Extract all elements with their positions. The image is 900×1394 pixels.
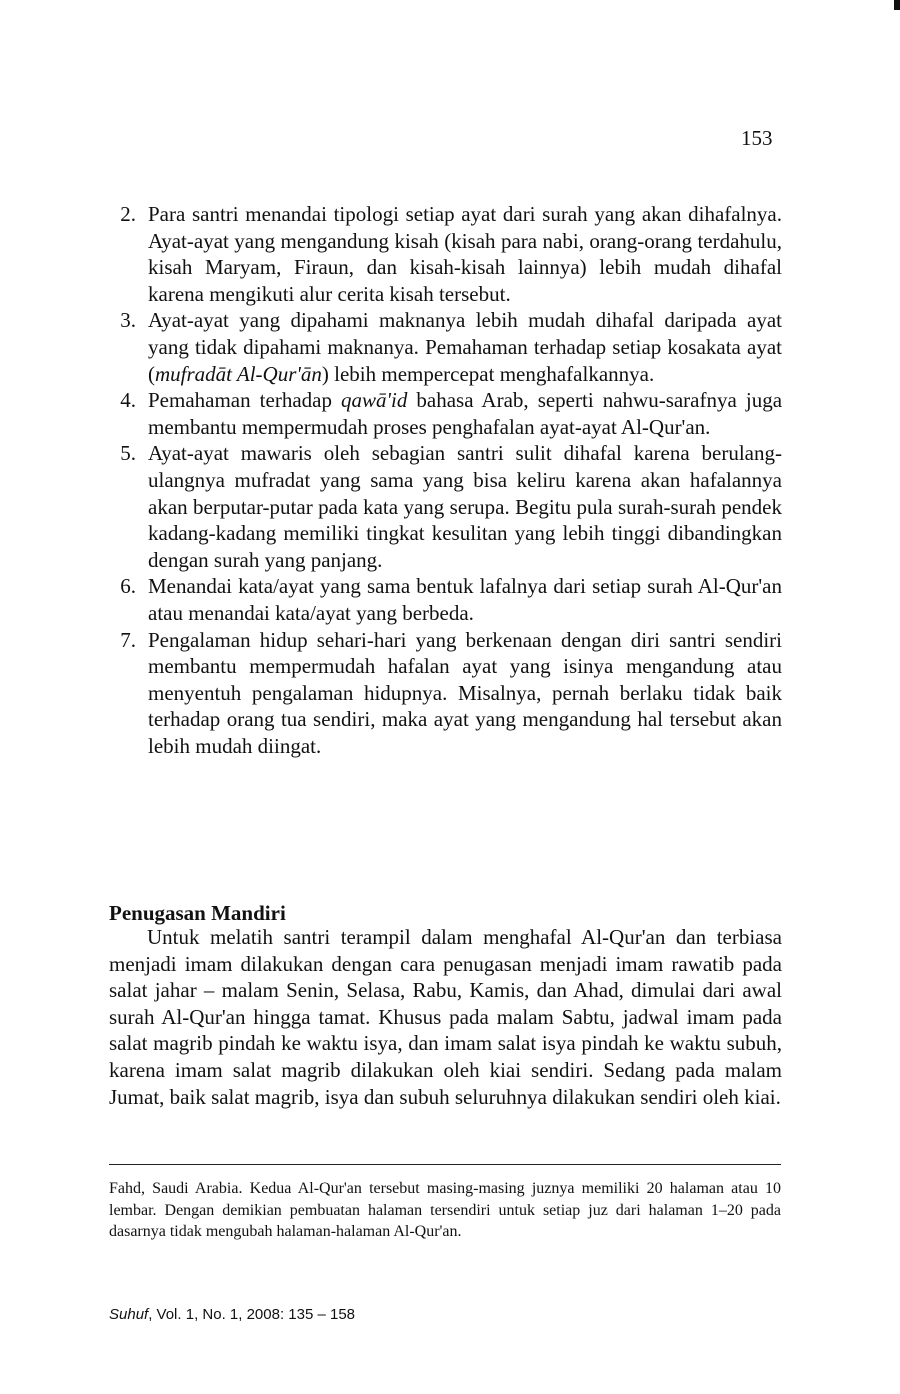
list-item-number: 7. — [120, 627, 136, 652]
italic-term: qawā'id — [341, 388, 408, 413]
section-heading: Penugasan Mandiri — [109, 901, 286, 925]
list-item-text: Menandai kata/ayat yang sama bentuk lafalnya dari setiap surah Al-Qur'an atau menandai kata/ayat yang berbeda. — [148, 574, 782, 625]
list-item-text: Para santri menandai tipologi setiap ayat dari surah yang akan dihafalnya. Ayat-ayat yang mengandung kisah (kisah para nabi, orang-orang terdahulu, kisah Maryam, Firaun, dan kisah-kisah lainnya) lebih mudah dihafal karena mengikuti alur cerita kisah tersebut. — [148, 202, 782, 306]
section-paragraph: Untuk melatih santri terampil dalam menghafal Al-Qur'an dan terbiasa menjadi imam dilakukan dengan cara penugasan menjadi imam rawatib pada salat jahar – malam Senin, Selasa, Rabu, Kamis, dan Ahad, dimulai dari awal surah Al-Qur'an hingga tamat. Khusus pada malam Sabtu, jadwal imam pada salat magrib pindah ke waktu isya, dan imam salat isya pindah ke waktu subuh, karena imam salat magrib dilakukan oleh kiai sendiri. Sedang pada malam Jumat, baik salat magrib, isya dan subuh seluruhnya dilakukan sendiri oleh kiai. — [109, 925, 782, 1109]
list-item-text: Ayat-ayat yang dipahami maknanya lebih mudah dihafal daripada ayat yang tidak dipahami maknanya. Pemahaman terhadap setiap kosakata ayat ( — [148, 308, 782, 386]
footnote-divider — [109, 1164, 781, 1165]
list-item-number: 4. — [120, 388, 136, 413]
list-item-text: bahasa Arab, seperti nahwu-sarafnya juga membantu mempermudah proses penghafalan ayat-ayat Al-Qur'an. — [148, 388, 783, 439]
list-item-number: 2. — [120, 202, 136, 226]
list-item-number: 5. — [120, 441, 136, 466]
list-item — [104, 307, 782, 387]
list-item-text: Pengalaman hidup sehari-hari yang berkenaan dengan diri santri sendiri membantu mempermudah hafalan ayat yang isinya mengandung atau menyentuh pengalaman hidupnya. Misalnya, pernah berlaku tidak baik terhadap orang tua sendiri, maka ayat yang mengandung hal tersebut akan lebih mudah diingat. — [148, 627, 782, 758]
list-item-number: 6. — [120, 574, 136, 599]
list-item-text: ) lebih mempercepat menghafalkannya. — [321, 361, 655, 386]
list-item — [104, 440, 782, 573]
scan-corner-mark — [894, 0, 900, 10]
list-item — [104, 201, 782, 307]
italic-term: mufradāt Al-Qur'ān — [155, 361, 322, 386]
list-item-text: Ayat-ayat mawaris oleh sebagian santri sulit dihafal karena berulang-ulangnya mufradat yang sama yang bisa keliru karena akan hafalannya akan berputar-putar pada kata yang serupa. Begitu pula surah-surah pendek kadang-kadang memiliki tingkat kesulitan yang lebih tinggi dibandingkan dengan surah yang panjang. — [148, 441, 782, 572]
list-item-number: 3. — [120, 308, 136, 333]
list-item — [104, 573, 782, 626]
journal-citation: , Vol. 1, No. 1, 2008: 135 – 158 — [148, 1306, 356, 1323]
list-item — [104, 627, 782, 760]
page-number: 153 — [741, 126, 773, 150]
numbered-list — [104, 201, 782, 759]
journal-name: Suhuf — [109, 1306, 149, 1323]
footnote-text: Fahd, Saudi Arabia. Kedua Al-Qur'an tersebut masing-masing juznya memiliki 20 halaman atau 10 lembar. Dengan demikian pembuatan halaman tersendiri untuk setiap juz dari halaman 1–20 pada dasarnya tidak mengubah halaman-halaman Al-Qur'an. — [109, 1180, 781, 1240]
journal-footer — [109, 1306, 355, 1323]
list-item-text: Pemahaman terhadap — [148, 388, 342, 413]
list-item — [104, 387, 782, 440]
